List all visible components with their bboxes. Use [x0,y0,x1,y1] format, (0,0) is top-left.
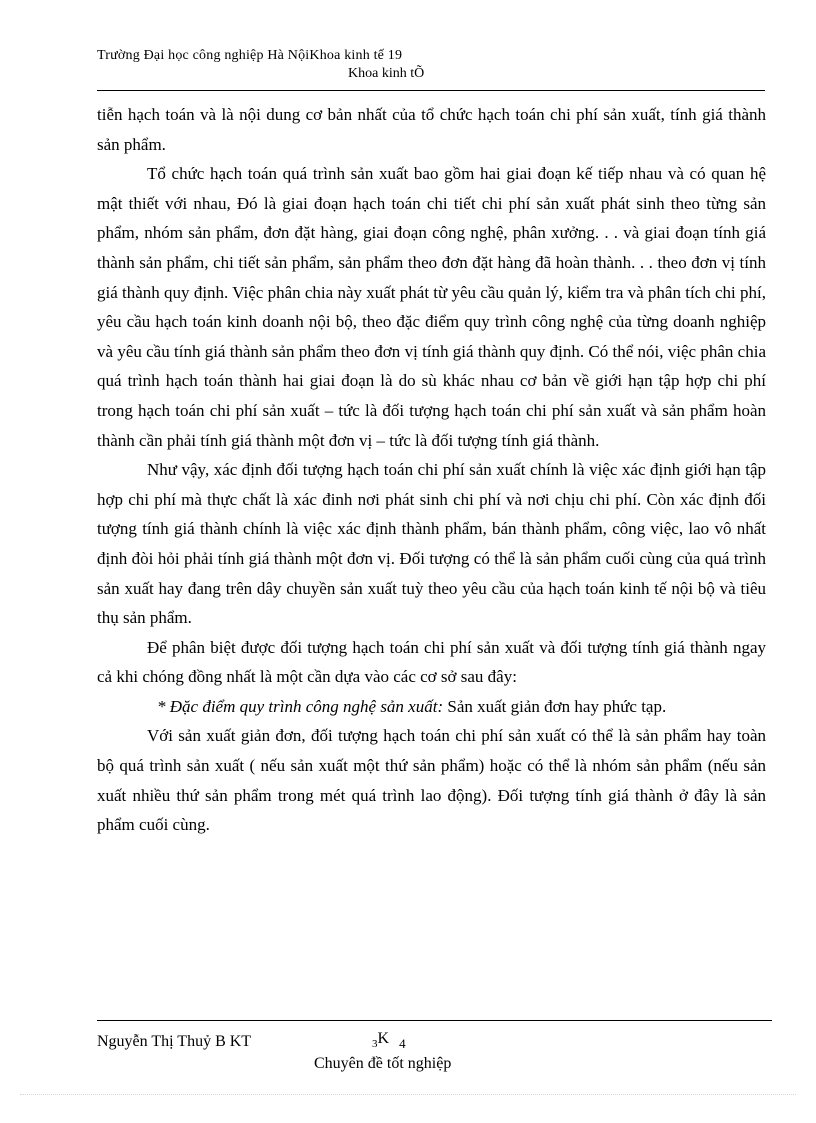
header-divider [97,90,765,91]
technology-feature-text: Sản xuất giản đơn hay phức tạp. [443,696,667,716]
document-body [97,100,766,840]
paragraph-continuation: tiễn hạch toán và là nội dung cơ bản nhất của tổ chức hạch toán chi phí sản xuất, tính giá thành sản phẩm. [97,105,766,154]
footer-course-code [372,1030,406,1050]
paragraph-technology-feature [97,692,766,722]
footer-document-title: Chuyên đề tốt nghiệp [314,1055,452,1072]
footer-author: Nguyễn Thị Thuỷ B KT [97,1033,252,1050]
course-sub: 3 [372,1038,378,1050]
italic-heading: * Đặc điểm quy trình công nghệ sản xuất: [157,696,444,716]
course-letter: K [377,1030,390,1047]
paragraph-simple-production: Với sản xuất giản đơn, đối tượng hạch toán chi phí sản xuất có thể là sản phẩm hay toàn bộ quá trình sản xuất ( nếu sản xuất một thứ sản phẩm) hoặc có thể là nhóm sản phẩm (nếu sản xuất nhiều thứ sản phẩm trong mét quá trình lao động). Đối tượng tính giá thành ở đây là sản phẩm cuối cùng. [97,726,766,835]
page-header-faculty: Khoa kinh tÕ [348,66,425,81]
paragraph-distinction-basis: Để phân biệt được đối tượng hạch toán chi phí sản xuất và đối tượng tính giá thành ngay cả khi chóng đồng nhất là một cần dựa vào các cơ sở sau đây: [97,637,766,687]
page-header-school: Trường Đại học công nghiệp Hà NộiKhoa kinh tế 19 [97,48,403,63]
paragraph-cost-object-definition: Như vậy, xác định đối tượng hạch toán chi phí sản xuất chính là việc xác định giới hạn tập hợp chi phí mà thực chất là xác đinh nơi phát sinh chi phí và nơi chịu chi phí. Còn xác định đối tượng tính giá thành chính là việc xác định thành phẩm, bán thành phẩm, công việc, lao vô nhất định đòi hỏi phải tính giá thành một đơn vị. Đối tượng có thể là sản phẩm cuối cùng của quá trình sản xuất hay đang trên dây chuyền sản xuất tuỳ theo yêu cầu của hạch toán kinh tế nội bộ và tiêu thụ sản phẩm. [97,460,766,628]
paragraph-process-organization: Tổ chức hạch toán quá trình sản xuất bao gồm hai giai đoạn kế tiếp nhau và có quan hệ mật thiết với nhau, Đó là giai đoạn hạch toán chi tiết chi phí sản xuất phát sinh theo từng sản phẩm, nhóm sản phẩm, đơn đặt hàng, giai đoạn công nghệ, phân xưởng. . . và giai đoạn tính giá thành sản phẩm, chi tiết sản phẩm, sản phẩm theo đơn đặt hàng đã hoàn thành. . . theo đơn vị tính giá thành quy định. Việc phân chia này xuất phát từ yêu cầu quản lý, kiểm tra và phân tích chi phí, yêu cầu hạch toán kinh doanh nội bộ, theo đặc điểm quy trình công nghệ của từng doanh nghiệp và yêu cầu tính giá thành sản phẩm theo đơn vị tính giá thành quy định. Có thể nói, việc phân chia quá trình hạch toán thành hai giai đoạn là do sù khác nhau cơ bản về giới hạn tập hợp chi phí trong hạch toán chi phí sản xuất – tức là đối tượng hạch toán chi phí sản xuất và sản phẩm hoàn thành cần phải tính giá thành một đơn vị – tức là đối tượng tính giá thành. [97,164,766,450]
footer-divider [97,1020,772,1021]
course-number: 4 [399,1036,406,1051]
page-bottom-border [20,1094,796,1095]
